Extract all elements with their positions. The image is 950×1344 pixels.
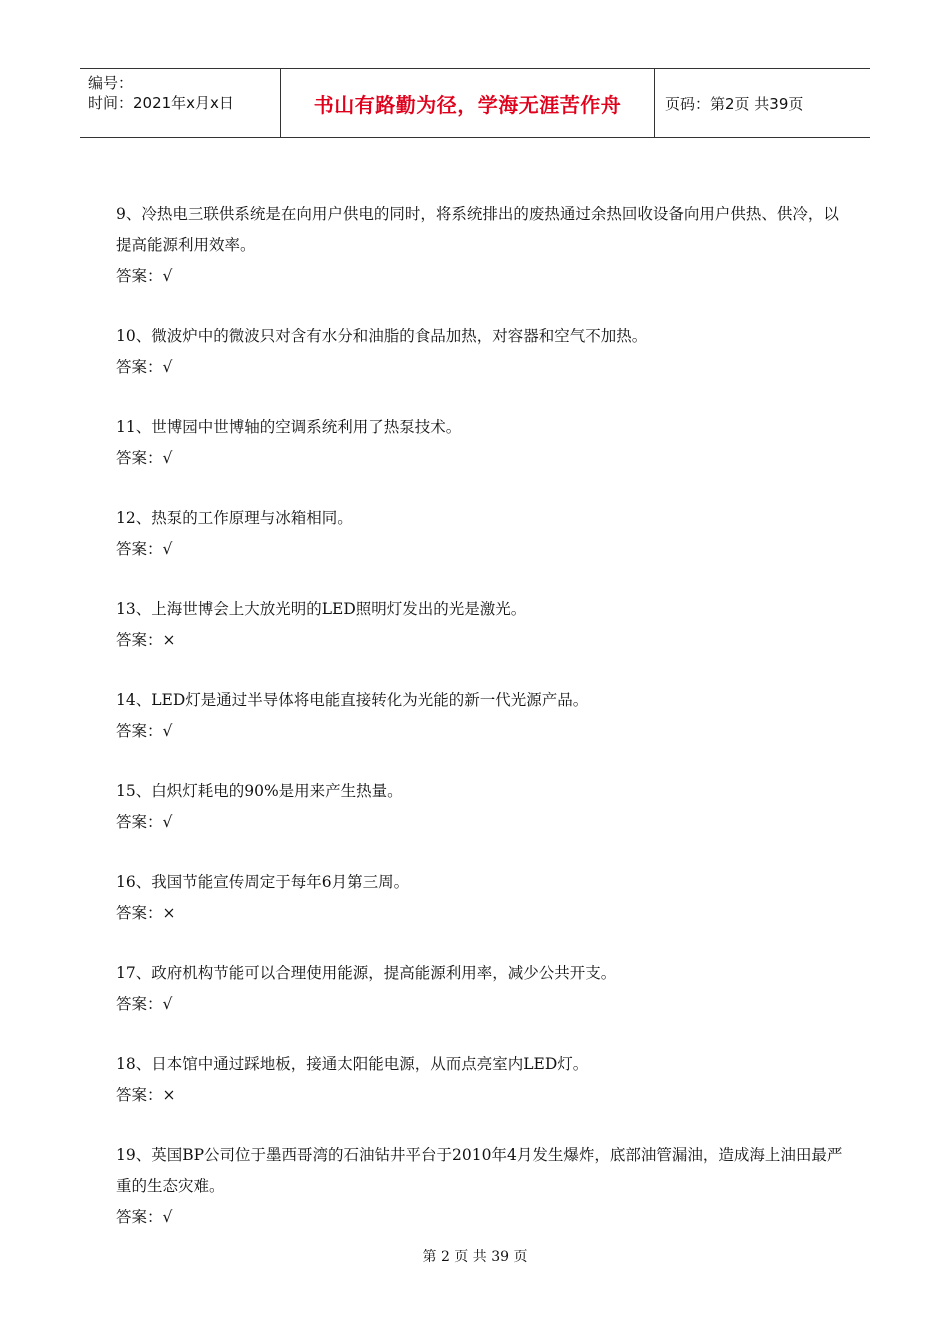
answer-text: 答案：√ <box>116 267 173 285</box>
answer-text: 答案：√ <box>116 449 173 467</box>
answer-text: 答案：× <box>116 904 176 922</box>
question-text: 18、日本馆中通过踩地板，接通太阳能电源，从而点亮室内LED灯。 <box>116 1055 589 1073</box>
answer-text: 答案：√ <box>116 995 173 1013</box>
question-text: 16、我国节能宣传周定于每年6月第三周。 <box>116 873 410 891</box>
question-text: 10、微波炉中的微波只对含有水分和油脂的食品加热，对容器和空气不加热。 <box>116 327 648 345</box>
page-footer: 第 2 页 共 39 页 <box>422 1249 528 1265</box>
question-item <box>116 1140 846 1233</box>
question-text: 9、冷热电三联供系统是在向用户供电的同时，将系统排出的废热通过余热回收设备向用户供热、供冷，以提高能源利用效率。 <box>116 205 839 254</box>
page-header <box>80 68 870 138</box>
question-item <box>116 503 846 565</box>
question-item <box>116 958 846 1020</box>
header-page-info: 页码：第2页 共39页 <box>665 94 804 113</box>
question-list <box>116 199 846 1262</box>
answer-text: 答案：√ <box>116 358 173 376</box>
question-item <box>116 1049 846 1111</box>
time-label: 时间：2021年x月x日 <box>88 94 234 112</box>
header-meta <box>80 69 281 137</box>
question-text: 19、英国BP公司位于墨西哥湾的石油钻井平台于2010年4月发生爆炸，底部油管漏油，造成海上油田最严重的生态灾难。 <box>116 1146 843 1195</box>
answer-text: 答案：× <box>116 631 176 649</box>
question-item <box>116 199 846 292</box>
question-text: 13、上海世博会上大放光明的LED照明灯发出的光是激光。 <box>116 600 527 618</box>
question-text: 14、LED灯是通过半导体将电能直接转化为光能的新一代光源产品。 <box>116 691 589 709</box>
answer-text: 答案：√ <box>116 722 173 740</box>
question-text: 15、白炽灯耗电的90%是用来产生热量。 <box>116 782 403 800</box>
answer-text: 答案：√ <box>116 813 173 831</box>
question-text: 12、热泵的工作原理与冰箱相同。 <box>116 509 353 527</box>
question-item <box>116 776 846 838</box>
question-text: 11、世博园中世博轴的空调系统利用了热泵技术。 <box>116 418 462 436</box>
question-item <box>116 412 846 474</box>
answer-text: 答案：√ <box>116 1208 173 1226</box>
header-motto: 书山有路勤为径，学海无涯苦作舟 <box>281 69 655 137</box>
question-item <box>116 321 846 383</box>
question-item <box>116 594 846 656</box>
question-text: 17、政府机构节能可以合理使用能源，提高能源利用率，减少公共开支。 <box>116 964 617 982</box>
question-item <box>116 867 846 929</box>
question-item <box>116 685 846 747</box>
code-label: 编号： <box>88 74 134 92</box>
answer-text: 答案：× <box>116 1086 176 1104</box>
answer-text: 答案：√ <box>116 540 173 558</box>
